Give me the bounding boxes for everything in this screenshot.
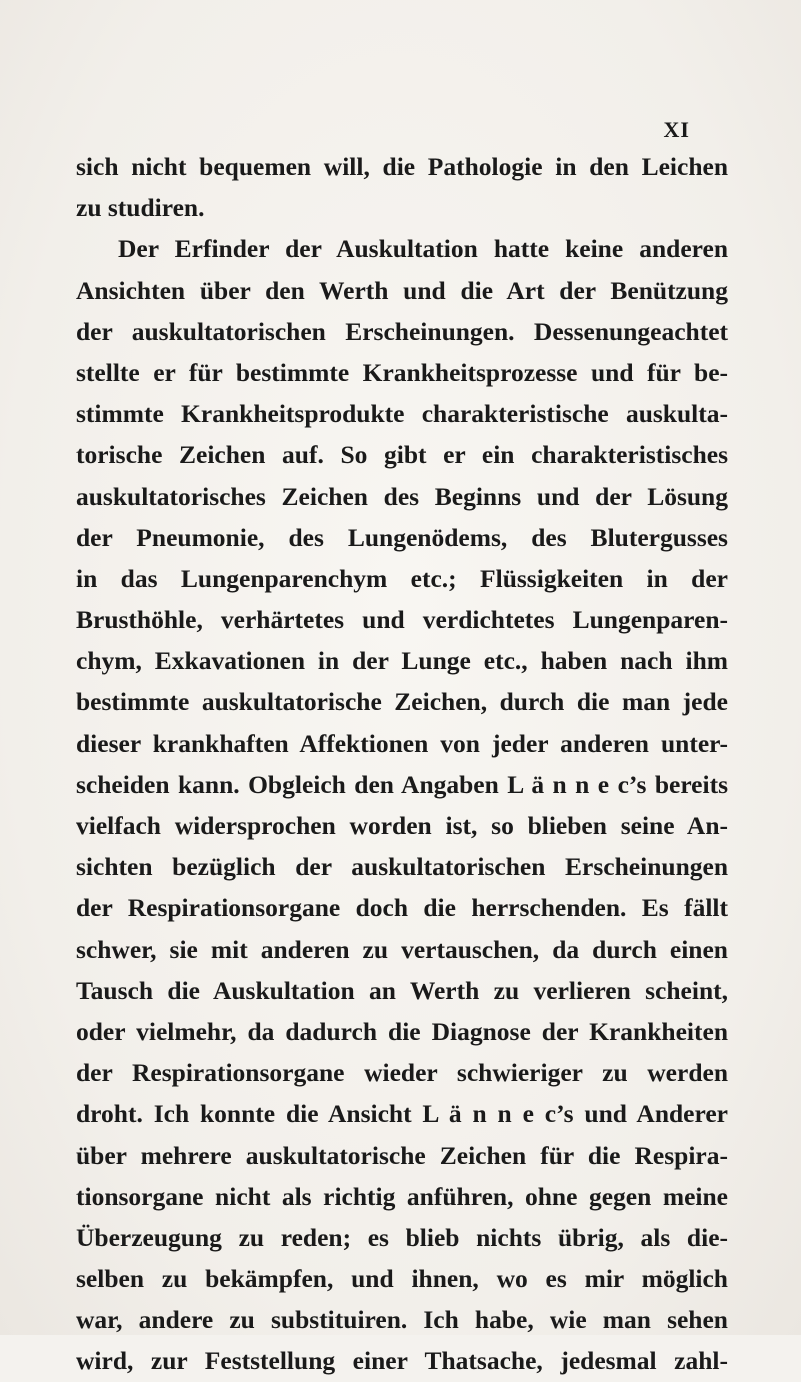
text-line: Der Erfinder der Auskultation hatte keine anderen xyxy=(118,234,728,264)
text-line: Überzeugung zu reden; es blieb nichts übrig, als die- xyxy=(76,1222,728,1252)
text-line: droht. Ich konnte die Ansicht L ä n n e c’s und Anderer xyxy=(76,1099,728,1129)
page-number: XI xyxy=(663,117,690,142)
text-line: über mehrere auskultatorische Zeichen für die Respira- xyxy=(76,1140,728,1170)
text-line: torische Zeichen auf. So gibt er ein charakteristisches xyxy=(76,440,728,470)
text-line: der Respirationsorgane doch die herrschenden. Es fällt xyxy=(76,893,728,923)
text-line: der auskultatorischen Erscheinungen. Dessenungeachtet xyxy=(76,316,728,346)
text-line: Brusthöhle, verhärtetes und verdichtetes Lungenparen- xyxy=(76,605,728,635)
text-line: selben zu bekämpfen, und ihnen, wo es mir möglich xyxy=(76,1264,728,1294)
body-text xyxy=(76,146,728,1382)
text-line: bestimmte auskultatorische Zeichen, durch die man jede xyxy=(76,687,728,717)
text-line: scheiden kann. Obgleich den Angaben L ä n n e c’s bereits xyxy=(76,769,728,799)
text-line: stellte er für bestimmte Krankheitsprozesse und für be- xyxy=(76,357,728,387)
text-line: tionsorgane nicht als richtig anführen, ohne gegen meine xyxy=(76,1181,728,1211)
text-line: stimmte Krankheitsprodukte charakteristische auskulta- xyxy=(76,399,728,429)
text-line: Tausch die Auskultation an Werth zu verlieren scheint, xyxy=(76,975,728,1005)
text-line: chym, Exkavationen in der Lunge etc., haben nach ihm xyxy=(76,646,728,676)
text-line: dieser krankhaften Affektionen von jeder anderen unter- xyxy=(76,728,728,758)
text-line: schwer, sie mit anderen zu vertauschen, da durch einen xyxy=(76,934,728,964)
text-line: zu studiren. xyxy=(76,193,205,223)
text-line: der Respirationsorgane wieder schwieriger zu werden xyxy=(76,1058,728,1088)
text-line: vielfach widersprochen worden ist, so blieben seine An- xyxy=(76,811,728,840)
text-line: sichten bezüglich der auskultatorischen Erscheinungen xyxy=(76,852,728,882)
text-line: auskultatorisches Zeichen des Beginns und der Lösung xyxy=(76,481,728,511)
text-line: der Pneumonie, des Lungenödems, des Blutergusses xyxy=(76,522,728,552)
text-line: oder vielmehr, da dadurch die Diagnose der Krankheiten xyxy=(76,1016,728,1046)
text-line: Ansichten über den Werth und die Art der Benützung xyxy=(76,275,728,305)
text-line: war, andere zu substituiren. Ich habe, wie man sehen xyxy=(76,1305,728,1335)
text-line: wird, zur Feststellung einer Thatsache, jedesmal zahl- xyxy=(76,1346,728,1376)
text-line: in das Lungenparenchym etc.; Flüssigkeiten in der xyxy=(76,563,728,593)
text-line: sich nicht bequemen will, die Pathologie in den Leichen xyxy=(76,152,728,181)
